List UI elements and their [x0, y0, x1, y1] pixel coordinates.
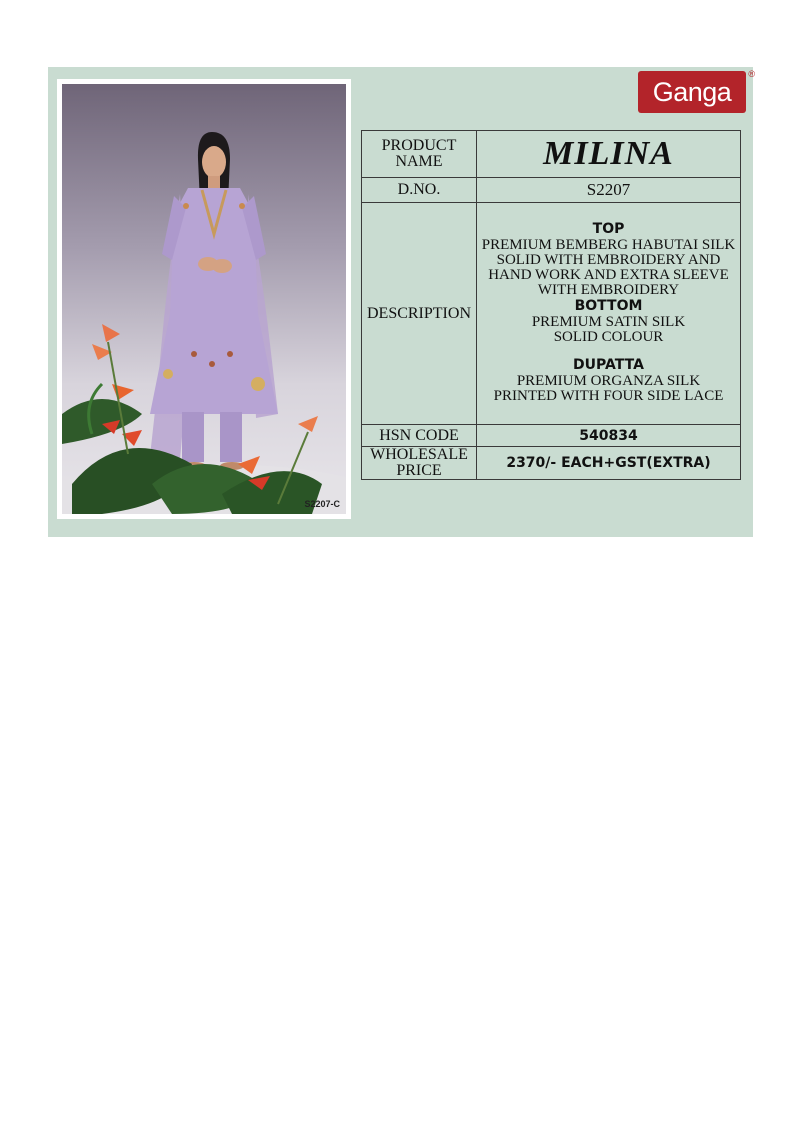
brand-logo — [638, 69, 755, 113]
product-name-label: PRODUCT NAME — [362, 131, 477, 178]
dupatta-text: PREMIUM ORGANZA SILK PRINTED WITH FOUR SIDE LACE — [493, 373, 724, 404]
bottom-text: PREMIUM SATIN SILK SOLID COLOUR — [531, 314, 686, 345]
hsn-label: HSN CODE — [362, 425, 477, 447]
product-spec-table — [361, 130, 741, 480]
top-text: PREMIUM BEMBERG HABUTAI SILK SOLID WITH EMBROIDERY AND HAND WORK AND EXTRA SLEEVE WITH EMBROIDERY — [481, 237, 736, 298]
brand-logo-text: Ganga — [652, 76, 732, 107]
product-photo — [62, 84, 346, 514]
dno-value: S2207 — [477, 178, 741, 203]
row-hsn — [362, 425, 741, 447]
photo-design-code: S2207-C — [304, 499, 340, 509]
registered-mark: ® — [748, 69, 755, 79]
top-heading: TOP — [592, 221, 625, 237]
row-product-name — [362, 131, 741, 178]
price-value: 2370/- EACH+GST(EXTRA) — [477, 447, 741, 480]
row-description — [362, 203, 741, 425]
description-label: DESCRIPTION — [362, 203, 477, 425]
product-name-value: MILINA — [477, 131, 741, 178]
model-illustration — [62, 84, 346, 514]
product-card — [48, 67, 753, 537]
product-photo-frame — [57, 79, 351, 519]
description-value — [477, 203, 741, 425]
dno-label: D.NO. — [362, 178, 477, 203]
dupatta-heading: DUPATTA — [573, 357, 644, 373]
row-dno — [362, 178, 741, 203]
price-label: WHOLESALE PRICE — [362, 447, 477, 480]
hsn-value: 540834 — [477, 425, 741, 447]
row-price — [362, 447, 741, 480]
bottom-heading: BOTTOM — [574, 298, 643, 314]
